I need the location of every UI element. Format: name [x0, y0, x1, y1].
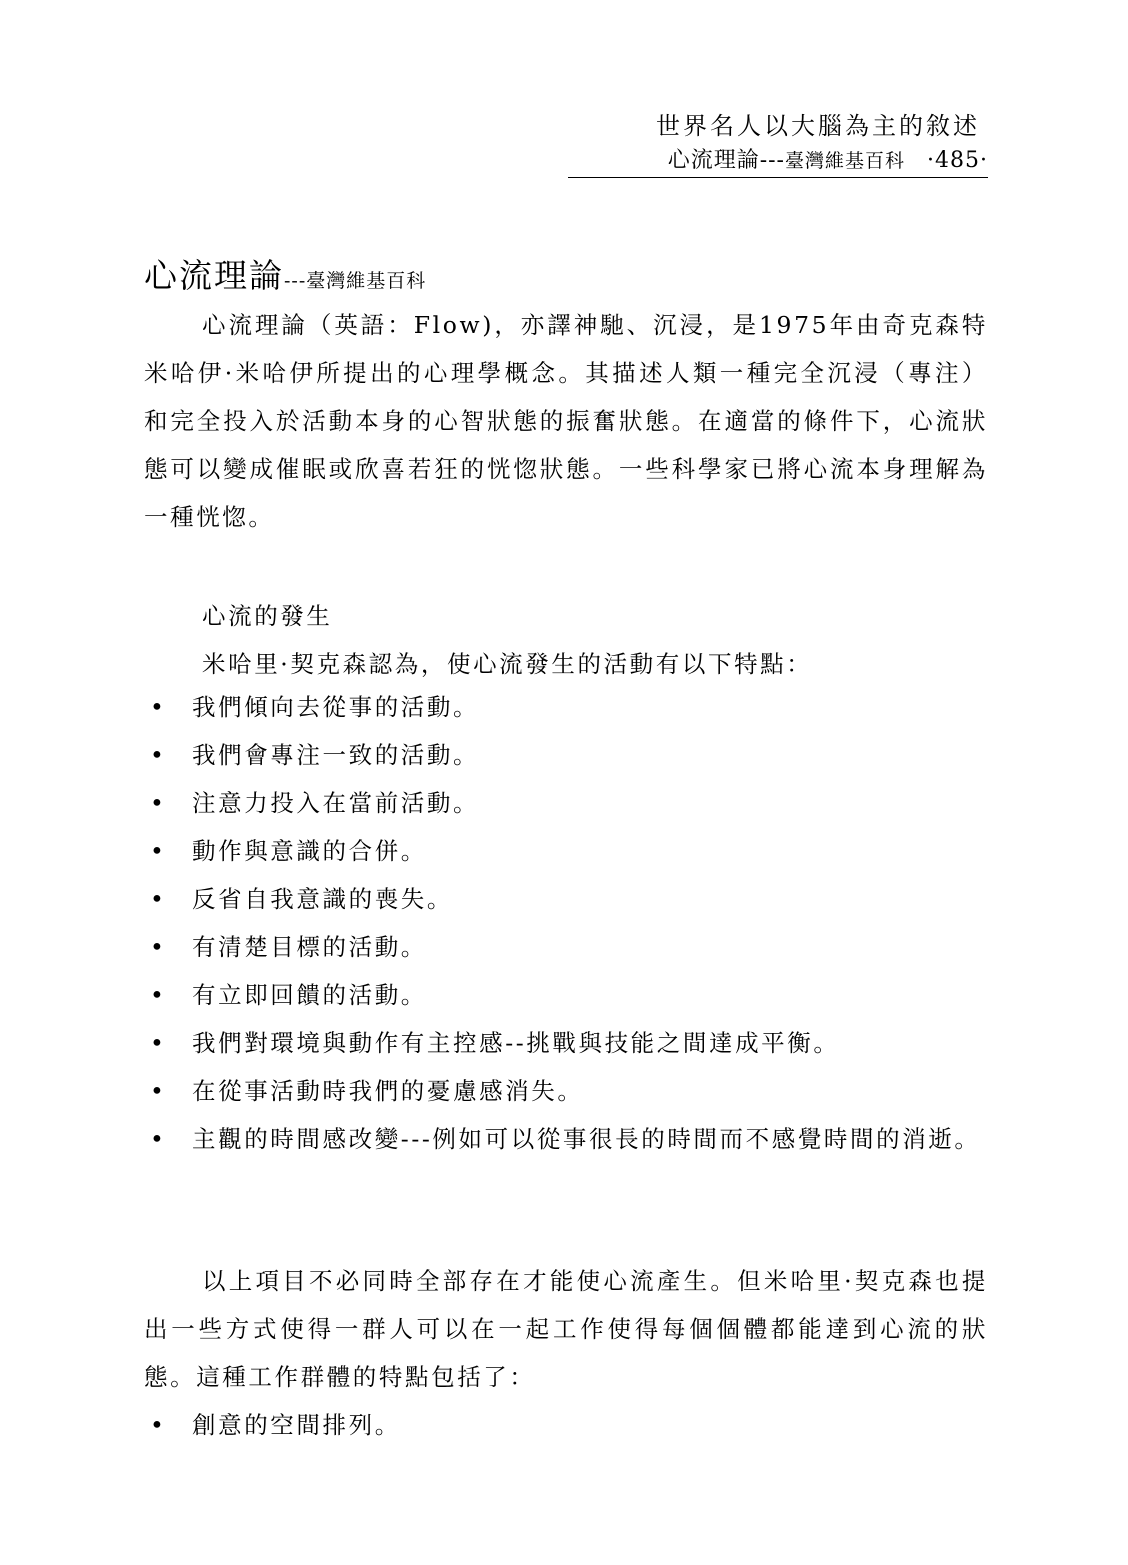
- article-title: [144, 250, 426, 297]
- list-item: • 創意的空間排列。: [144, 1401, 988, 1449]
- bullet-icon: •: [150, 741, 167, 769]
- intro-paragraph: 心流理論（英語：Flow)，亦譯神馳、沉浸，是1975年由奇克森特米哈伊·米哈伊所提出的心理學概念。其描述人類一種完全沉浸（專注）和完全投入於活動本身的心智狀態的振奮狀態。在適當的條件下，心流狀態可以變成催眠或欣喜若狂的恍惚狀態。一些科學家已將心流本身理解為一種恍惚。: [144, 311, 988, 531]
- bullet-icon: •: [150, 1077, 167, 1105]
- group-paragraph: 以上項目不必同時全部存在才能使心流產生。但米哈里·契克森也提出一些方式使得一群人可以在一起工作使得每個個體都能達到心流的狀態。這種工作群體的特點包括了：: [144, 1267, 988, 1391]
- section-intro: 米哈里·契克森認為，使心流發生的活動有以下特點：: [202, 650, 813, 678]
- running-header-source: 臺灣維基百科: [785, 150, 906, 172]
- list-item: • 我們對環境與動作有主控感--挑戰與技能之間達成平衡。: [144, 1019, 988, 1067]
- bullet-icon: •: [150, 837, 167, 865]
- list-item: • 動作與意識的合併。: [144, 827, 988, 875]
- list-item: • 有立即回饋的活動。: [144, 971, 988, 1019]
- page-number: ·485·: [927, 148, 988, 173]
- bullet-icon: •: [150, 789, 167, 817]
- feature-list: [144, 683, 988, 1163]
- bullet-icon: •: [150, 1125, 167, 1153]
- list-item: • 主觀的時間感改變---例如可以從事很長的時間而不感覺時間的消逝。: [144, 1115, 988, 1163]
- bullet-icon: •: [150, 1029, 167, 1057]
- article-title-source: ---臺灣維基百科: [284, 270, 427, 292]
- article-title-main: 心流理論: [144, 256, 284, 295]
- bullet-icon: •: [150, 693, 167, 721]
- list-item: • 我們傾向去從事的活動。: [144, 683, 988, 731]
- bullet-icon: •: [150, 885, 167, 913]
- list-item: • 我們會專注一致的活動。: [144, 731, 988, 779]
- section-heading: 心流的發生: [202, 602, 333, 630]
- running-header-subtitle: [568, 143, 988, 178]
- bullet-icon: •: [150, 981, 167, 1009]
- list-item: • 反省自我意識的喪失。: [144, 875, 988, 923]
- running-header-topic: 心流理論---: [667, 148, 785, 173]
- group-feature-list: [144, 1401, 988, 1449]
- list-item: • 有清楚目標的活動。: [144, 923, 988, 971]
- list-item: • 注意力投入在當前活動。: [144, 779, 988, 827]
- bullet-icon: •: [150, 1411, 167, 1439]
- bullet-icon: •: [150, 933, 167, 961]
- list-item: • 在從事活動時我們的憂慮感消失。: [144, 1067, 988, 1115]
- running-header-title: 世界名人以大腦為主的敘述: [656, 112, 980, 140]
